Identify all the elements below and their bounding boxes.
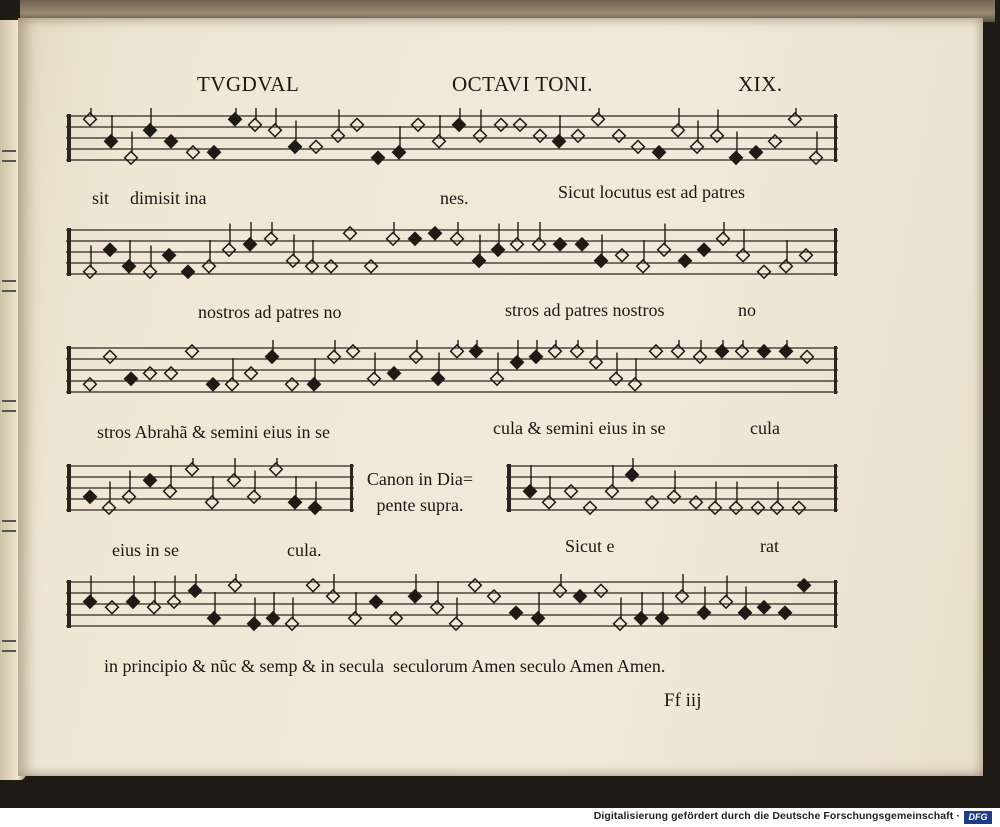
note-icon bbox=[698, 587, 711, 620]
footer-credit: Digitalisierung gefördert durch die Deutsche Forschungsgemeinschaft · bbox=[593, 810, 960, 822]
note-icon bbox=[780, 240, 793, 273]
note-icon bbox=[769, 135, 782, 148]
note-icon bbox=[779, 606, 792, 619]
note-icon bbox=[690, 496, 703, 509]
note-icon bbox=[347, 345, 360, 358]
note-icon bbox=[393, 126, 406, 159]
note-icon bbox=[84, 108, 97, 126]
note-icon bbox=[758, 601, 771, 614]
note-icon bbox=[412, 118, 425, 131]
note-icon bbox=[189, 574, 202, 597]
note-icon bbox=[533, 222, 546, 251]
note-icon bbox=[387, 222, 400, 245]
note-icon bbox=[105, 115, 118, 148]
note-icon bbox=[530, 340, 543, 363]
note-icon bbox=[676, 574, 689, 603]
staff-2 bbox=[66, 222, 838, 284]
note-icon bbox=[553, 115, 566, 148]
note-icon bbox=[801, 350, 814, 363]
note-icon bbox=[758, 345, 771, 358]
note-icon bbox=[646, 496, 659, 509]
note-icon bbox=[431, 581, 444, 614]
note-icon bbox=[365, 260, 378, 273]
note-icon bbox=[758, 265, 771, 278]
note-icon bbox=[203, 240, 216, 273]
canon-line-1: Canon in Dia= bbox=[366, 469, 474, 489]
canon-line-2: pente supra. bbox=[376, 495, 464, 515]
note-icon bbox=[574, 590, 587, 603]
staff-4b bbox=[506, 458, 838, 520]
note-icon bbox=[653, 146, 666, 159]
staff-4a bbox=[66, 458, 354, 520]
canon-instruction bbox=[358, 466, 482, 518]
note-icon bbox=[332, 110, 345, 143]
lyric-l3b: cula & semini eius in se bbox=[493, 418, 666, 438]
note-icon bbox=[510, 606, 523, 619]
note-icon bbox=[409, 232, 422, 245]
note-icon bbox=[495, 118, 508, 131]
note-icon bbox=[372, 151, 385, 164]
note-icon bbox=[265, 222, 278, 245]
lyric-l4d: rat bbox=[760, 536, 779, 556]
note-icon bbox=[310, 140, 323, 153]
note-icon bbox=[613, 129, 626, 142]
note-icon bbox=[668, 471, 681, 504]
note-icon bbox=[614, 598, 627, 631]
note-icon bbox=[514, 118, 527, 131]
note-icon bbox=[144, 246, 157, 279]
note-icon bbox=[511, 340, 524, 369]
note-icon bbox=[491, 353, 504, 386]
note-icon bbox=[592, 108, 605, 126]
note-icon bbox=[125, 132, 138, 165]
note-icon bbox=[244, 222, 257, 251]
note-icon bbox=[554, 574, 567, 597]
note-icon bbox=[186, 458, 199, 476]
note-icon bbox=[123, 240, 136, 273]
note-icon bbox=[351, 118, 364, 131]
note-icon bbox=[793, 501, 806, 514]
note-icon bbox=[84, 576, 97, 609]
note-icon bbox=[409, 574, 422, 603]
note-icon bbox=[432, 353, 445, 386]
note-icon bbox=[810, 132, 823, 165]
note-icon bbox=[327, 574, 340, 603]
note-icon bbox=[165, 367, 178, 380]
note-icon bbox=[104, 243, 117, 256]
note-icon bbox=[451, 340, 464, 358]
note-icon bbox=[717, 222, 730, 245]
note-icon bbox=[780, 340, 793, 358]
note-icon bbox=[473, 235, 486, 268]
note-icon bbox=[691, 121, 704, 154]
note-icon bbox=[737, 229, 750, 262]
note-icon bbox=[164, 465, 177, 498]
note-icon bbox=[410, 340, 423, 363]
note-icon bbox=[245, 367, 258, 380]
note-icon bbox=[308, 358, 321, 391]
note-icon bbox=[752, 501, 765, 514]
note-icon bbox=[182, 265, 195, 278]
note-icon bbox=[307, 579, 320, 592]
staff-1 bbox=[66, 108, 838, 170]
lyric-l4c: Sicut e bbox=[565, 536, 615, 556]
note-icon bbox=[269, 108, 282, 137]
note-icon bbox=[451, 222, 464, 245]
lyric-l2c: no bbox=[738, 300, 756, 320]
note-icon bbox=[208, 592, 221, 625]
note-icon bbox=[84, 490, 97, 503]
note-icon bbox=[584, 501, 597, 514]
staff-3 bbox=[66, 340, 838, 402]
note-icon bbox=[144, 367, 157, 380]
note-icon bbox=[186, 345, 199, 358]
note-icon bbox=[123, 471, 136, 504]
note-icon bbox=[532, 592, 545, 625]
note-icon bbox=[270, 458, 283, 476]
note-icon bbox=[610, 353, 623, 386]
note-icon bbox=[730, 482, 743, 515]
note-icon bbox=[800, 249, 813, 262]
signature-mark: Ff iij bbox=[664, 690, 702, 711]
note-icon bbox=[84, 246, 97, 279]
note-icon bbox=[694, 340, 707, 363]
note-icon bbox=[127, 576, 140, 609]
note-icon bbox=[103, 482, 116, 515]
note-icon bbox=[309, 482, 322, 515]
note-icon bbox=[716, 340, 729, 358]
note-icon bbox=[789, 108, 802, 126]
note-icon bbox=[144, 474, 157, 487]
note-icon bbox=[289, 476, 302, 509]
note-icon bbox=[206, 476, 219, 509]
lyric-l5: in principio & nũc & semp & in secula seculorum Amen seculo Amen Amen. bbox=[104, 656, 666, 676]
note-icon bbox=[474, 110, 487, 143]
note-icon bbox=[453, 108, 466, 131]
note-icon bbox=[730, 132, 743, 165]
note-icon bbox=[287, 235, 300, 268]
note-icon bbox=[163, 249, 176, 262]
note-icon bbox=[286, 598, 299, 631]
note-icon bbox=[511, 222, 524, 251]
note-icon bbox=[650, 345, 663, 358]
note-icon bbox=[168, 576, 181, 609]
note-icon bbox=[84, 378, 97, 391]
note-icon bbox=[549, 340, 562, 358]
lyric-l1c: nes. bbox=[440, 188, 469, 208]
note-icon bbox=[750, 146, 763, 159]
dfg-logo-icon: DFG bbox=[964, 811, 992, 824]
note-icon bbox=[632, 140, 645, 153]
note-icon bbox=[524, 465, 537, 498]
note-icon bbox=[349, 592, 362, 625]
note-icon bbox=[106, 601, 119, 614]
note-icon bbox=[595, 235, 608, 268]
note-icon bbox=[470, 340, 483, 358]
lyric-l2b: stros ad patres nostros bbox=[505, 300, 665, 320]
note-icon bbox=[306, 240, 319, 273]
note-icon bbox=[429, 227, 442, 240]
note-icon bbox=[228, 458, 241, 487]
note-icon bbox=[223, 224, 236, 257]
note-icon bbox=[249, 108, 262, 131]
note-icon bbox=[248, 471, 261, 504]
note-icon bbox=[736, 340, 749, 358]
header-right: XIX. bbox=[738, 72, 783, 96]
note-icon bbox=[595, 584, 608, 597]
note-icon bbox=[207, 378, 220, 391]
note-icon bbox=[148, 581, 161, 614]
note-icon bbox=[572, 129, 585, 142]
note-icon bbox=[229, 574, 242, 592]
note-icon bbox=[679, 254, 692, 267]
note-icon bbox=[576, 238, 589, 251]
note-icon bbox=[267, 592, 280, 625]
note-icon bbox=[328, 340, 341, 363]
note-icon bbox=[390, 612, 403, 625]
note-icon bbox=[698, 243, 711, 256]
note-icon bbox=[606, 465, 619, 498]
note-icon bbox=[229, 108, 242, 126]
note-icon bbox=[571, 340, 584, 358]
note-icon bbox=[469, 579, 482, 592]
note-icon bbox=[104, 350, 117, 363]
note-icon bbox=[488, 590, 501, 603]
note-icon bbox=[368, 353, 381, 386]
note-icon bbox=[370, 595, 383, 608]
note-icon bbox=[616, 249, 629, 262]
note-icon bbox=[534, 129, 547, 142]
note-icon bbox=[720, 576, 733, 609]
lyric-l1d: Sicut locutus est ad patres bbox=[558, 182, 745, 202]
note-icon bbox=[672, 340, 685, 358]
note-icon bbox=[325, 260, 338, 273]
lyric-l3c: cula bbox=[750, 418, 780, 438]
note-icon bbox=[433, 115, 446, 148]
header-center: OCTAVI TONI. bbox=[452, 72, 593, 96]
note-icon bbox=[492, 224, 505, 257]
note-icon bbox=[289, 121, 302, 154]
note-icon bbox=[739, 587, 752, 620]
note-icon bbox=[672, 108, 685, 137]
note-icon bbox=[637, 240, 650, 273]
note-icon bbox=[626, 458, 639, 481]
note-icon bbox=[187, 146, 200, 159]
lyric-l1b: dimisit ina bbox=[130, 188, 207, 208]
note-icon bbox=[554, 238, 567, 251]
note-icon bbox=[709, 482, 722, 515]
note-icon bbox=[590, 340, 603, 369]
note-icon bbox=[226, 358, 239, 391]
note-icon bbox=[286, 378, 299, 391]
note-icon bbox=[798, 579, 811, 592]
note-icon bbox=[656, 592, 669, 625]
note-icon bbox=[658, 224, 671, 257]
lyric-l3a: stros Abrahã & semini eius in se bbox=[97, 422, 330, 442]
note-icon bbox=[450, 598, 463, 631]
note-icon bbox=[565, 485, 578, 498]
note-icon bbox=[266, 340, 279, 363]
header-left: TVGDVAL bbox=[197, 72, 300, 96]
lyric-l1a: sit bbox=[92, 188, 110, 208]
note-icon bbox=[165, 135, 178, 148]
lyric-l4a: eius in se bbox=[112, 540, 179, 560]
note-icon bbox=[711, 110, 724, 143]
note-icon bbox=[208, 146, 221, 159]
note-icon bbox=[125, 372, 138, 385]
note-icon bbox=[771, 482, 784, 515]
note-icon bbox=[248, 598, 261, 631]
note-icon bbox=[344, 227, 357, 240]
note-icon bbox=[629, 358, 642, 391]
lyric-l4b: cula. bbox=[287, 540, 322, 560]
staff-5 bbox=[66, 574, 838, 636]
note-icon bbox=[543, 476, 556, 509]
note-icon bbox=[144, 108, 157, 137]
lyric-l2a: nostros ad patres no bbox=[198, 302, 342, 322]
note-icon bbox=[388, 367, 401, 380]
note-icon bbox=[635, 592, 648, 625]
